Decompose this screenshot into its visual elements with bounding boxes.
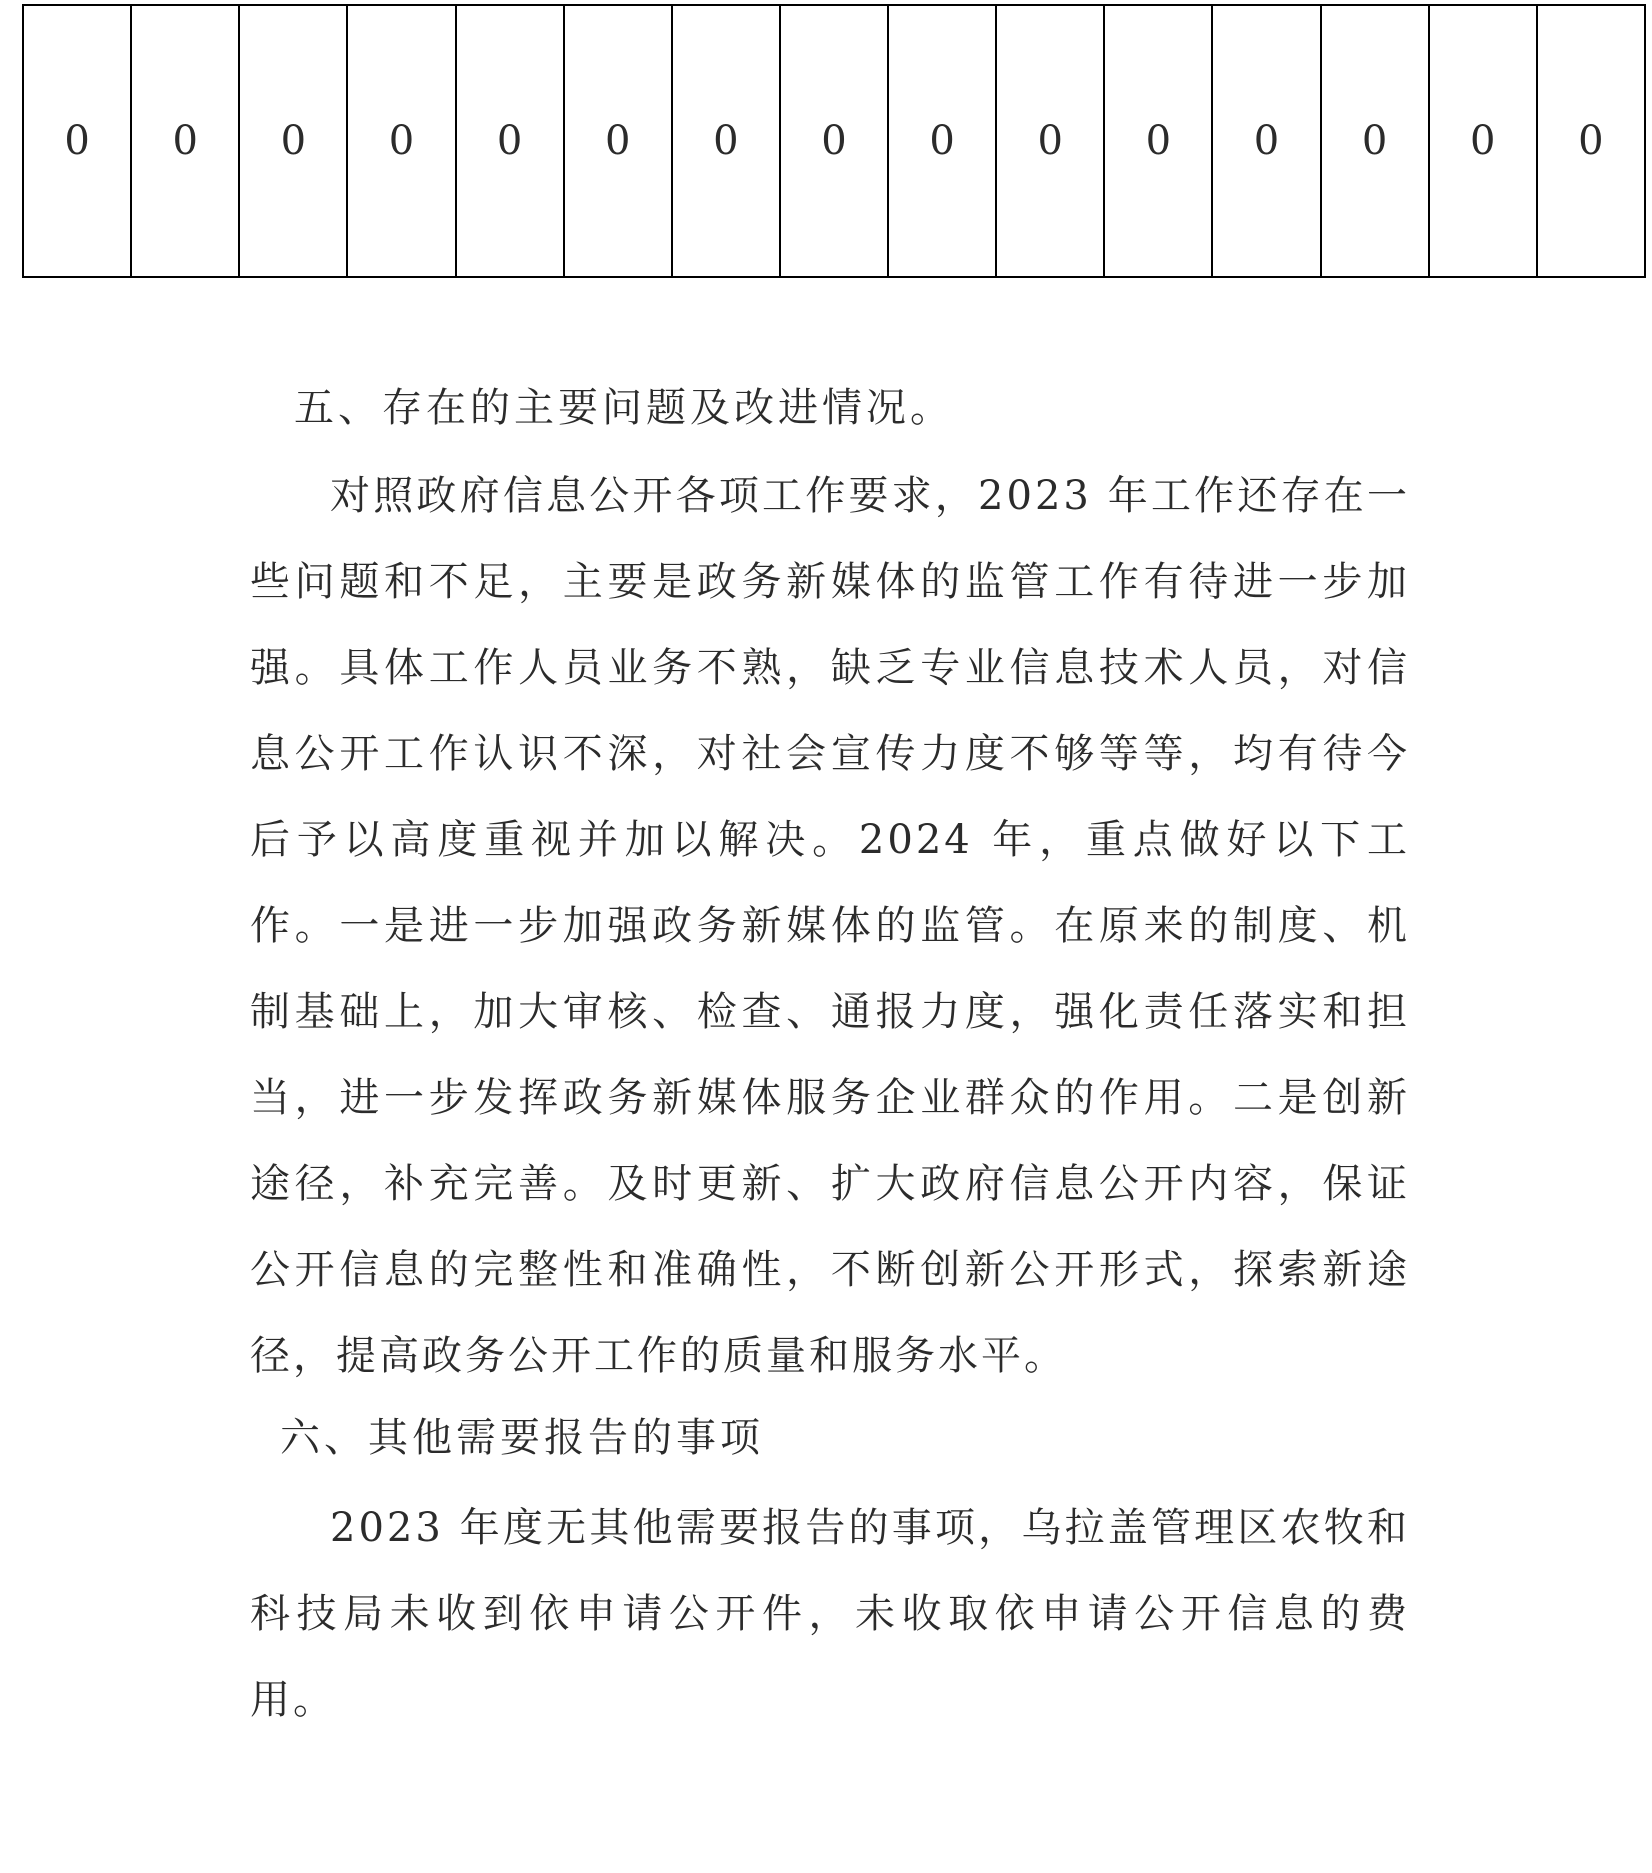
section-5-paragraph: 对照政府信息公开各项工作要求，2023 年工作还存在一些问题和不足，主要是政务新媒体的监管工作有待进一步加强。具体工作人员业务不熟，缺乏专业信息技术人员，对信息公开工作认识不深，对社会宣传力度不够等等，均有待今后予以高度重视并加以解决。2024 年，重点做好以下工作。一是进一步加强政务新媒体的监管。在原来的制度、机制基础上，加大审核、检查、通报力度，强化责任落实和担当，进一步发挥政务新媒体服务企业群众的作用。二是创新途径，补充完善。及时更新、扩大政府信息公开内容，保证公开信息的完整性和准确性，不断创新公开形式，探索新途径，提高政务公开工作的质量和服务水平。 [250, 473, 1410, 1379]
table-cell: 0 [456, 5, 564, 277]
table-cell: 0 [23, 5, 131, 277]
table-cell: 0 [1212, 5, 1320, 277]
table-cell: 0 [996, 5, 1104, 277]
table-cell: 0 [131, 5, 239, 277]
table-cell: 0 [1429, 5, 1537, 277]
table-cell: 0 [564, 5, 672, 277]
statistics-table [22, 4, 1646, 278]
table-row [23, 5, 1645, 277]
section-6-paragraph: 2023 年度无其他需要报告的事项，乌拉盖管理区农牧和科技局未收到依申请公开件，未收取依申请公开信息的费用。 [250, 1505, 1410, 1723]
table-cell: 0 [347, 5, 455, 277]
table-cell: 0 [672, 5, 780, 277]
table-cell: 0 [239, 5, 347, 277]
section-6-heading: 六、其他需要报告的事项 [280, 1415, 764, 1461]
table-cell: 0 [1537, 5, 1645, 277]
table-cell: 0 [888, 5, 996, 277]
table-cell: 0 [780, 5, 888, 277]
table-cell: 0 [1321, 5, 1429, 277]
table-cell: 0 [1104, 5, 1212, 277]
section-5-heading: 五、存在的主要问题及改进情况。 [294, 385, 954, 431]
